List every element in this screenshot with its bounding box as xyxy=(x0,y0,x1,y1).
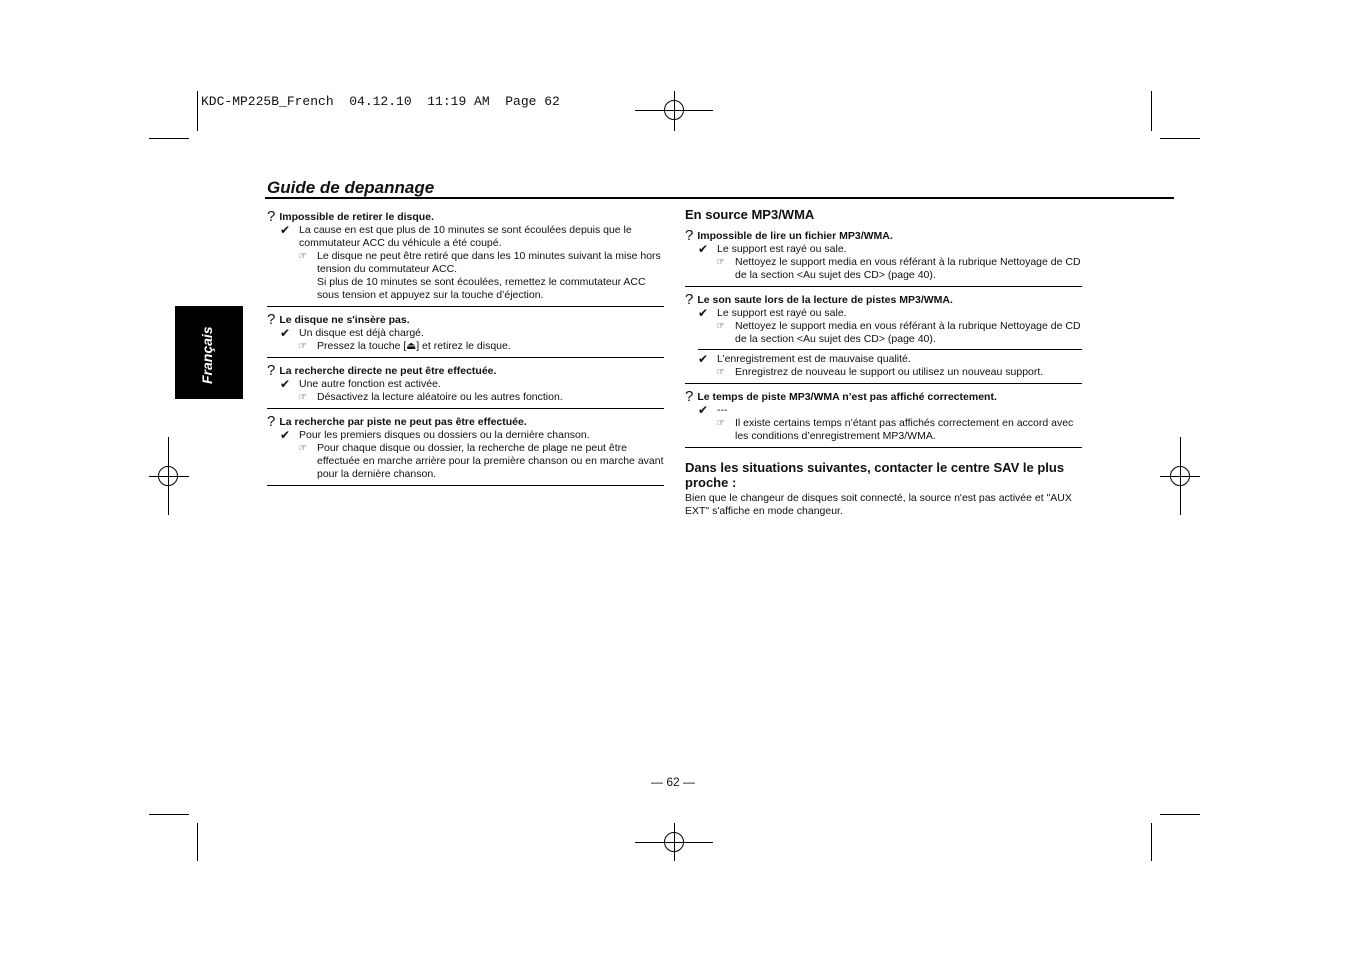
check-icon: ✔ xyxy=(698,306,709,320)
note-icon: ☞ xyxy=(716,321,725,332)
cause-text: Un disque est déjà chargé. xyxy=(299,327,424,339)
file-header: KDC-MP225B_French 04.12.10 11:19 AM Page 62 xyxy=(201,94,560,109)
left-column xyxy=(267,209,664,491)
check-icon: ✔ xyxy=(698,403,709,417)
note-icon: ☞ xyxy=(716,257,725,268)
sav-text: Bien que le changeur de disques soit connecté, la source n'est pas activée et "AUX EXT" s'affiche en mode changeur. xyxy=(685,492,1072,517)
check-icon: ✔ xyxy=(698,352,709,366)
divider xyxy=(267,306,664,307)
trouble-item xyxy=(685,228,1082,282)
crop-mark xyxy=(1151,91,1152,131)
check-icon: ✔ xyxy=(280,377,291,391)
cause-text: --- xyxy=(717,404,728,416)
trouble-item xyxy=(267,414,664,481)
question-text: Le disque ne s'insère pas. xyxy=(279,314,410,326)
note-icon: ☞ xyxy=(298,251,307,262)
crop-mark xyxy=(1160,814,1200,815)
note-icon: ☞ xyxy=(716,367,725,378)
trouble-item xyxy=(685,292,1082,379)
trouble-item xyxy=(267,312,664,353)
divider xyxy=(267,408,664,409)
trouble-item xyxy=(685,389,1082,443)
note-icon: ☞ xyxy=(298,392,307,403)
language-tab xyxy=(175,306,243,399)
question-icon: ? xyxy=(267,311,276,328)
crop-mark xyxy=(1160,138,1200,139)
crop-mark xyxy=(149,814,189,815)
question-icon: ? xyxy=(267,413,276,430)
solution-text: Nettoyez le support media en vous référant à la rubrique Nettoyage de CD de la section <Au sujet des CD> (page 40). xyxy=(735,256,1081,281)
question-icon: ? xyxy=(267,208,276,225)
divider xyxy=(685,447,1082,448)
cause-text: La cause en est que plus de 10 minutes se sont écoulées depuis que le commutateur ACC du véhicule a été coupé. xyxy=(299,224,632,249)
crop-mark xyxy=(197,823,198,861)
language-label: Français xyxy=(199,326,215,384)
page-title: Guide de depannage xyxy=(267,178,435,197)
question-text: La recherche par piste ne peut pas être effectuée. xyxy=(279,416,527,428)
crop-mark xyxy=(149,138,189,139)
cause-text: Pour les premiers disques ou dossiers ou la dernière chanson. xyxy=(299,429,590,441)
divider xyxy=(267,357,664,358)
sub-divider xyxy=(698,349,1082,350)
solution-text: Désactivez la lecture aléatoire ou les autres fonction. xyxy=(317,391,563,403)
crop-mark xyxy=(197,91,198,131)
solution-text: Nettoyez le support media en vous référant à la rubrique Nettoyage de CD de la section <Au sujet des CD> (page 40). xyxy=(735,320,1081,345)
question-text: Impossible de lire un fichier MP3/WMA. xyxy=(697,230,893,242)
cause-text: Le support est rayé ou sale. xyxy=(717,307,847,319)
question-icon: ? xyxy=(685,227,694,244)
check-icon: ✔ xyxy=(280,428,291,442)
divider xyxy=(685,383,1082,384)
question-text: La recherche directe ne peut être effectuée. xyxy=(279,365,497,377)
divider xyxy=(267,485,664,486)
solution-text: Le disque ne peut être retiré que dans les 10 minutes suivant la mise hors tension du commutateur ACC. xyxy=(317,250,661,275)
cause-text: Le support est rayé ou sale. xyxy=(717,243,847,255)
crop-mark xyxy=(1151,823,1152,861)
check-icon: ✔ xyxy=(280,223,291,237)
title-rule xyxy=(265,197,1174,199)
question-icon: ? xyxy=(685,388,694,405)
solution-text: Si plus de 10 minutes se sont écoulées, remettez le commutateur ACC sous tension et appuyez sur la touche d’éjection. xyxy=(317,276,646,301)
solution-text: Pressez la touche [⏏] et retirez le disque. xyxy=(317,340,511,352)
right-column xyxy=(685,207,1082,518)
section-heading: En source MP3/WMA xyxy=(685,207,815,222)
note-icon: ☞ xyxy=(716,418,725,429)
question-text: Le son saute lors de la lecture de pistes MP3/WMA. xyxy=(697,294,953,306)
note-icon: ☞ xyxy=(298,341,307,352)
page-number: — 62 — xyxy=(651,775,696,789)
question-icon: ? xyxy=(685,291,694,308)
note-icon: ☞ xyxy=(298,443,307,454)
solution-text: Enregistrez de nouveau le support ou utilisez un nouveau support. xyxy=(735,366,1044,378)
trouble-item xyxy=(267,209,664,302)
question-text: Le temps de piste MP3/WMA n’est pas affiché correctement. xyxy=(697,391,997,403)
solution-text: Il existe certains temps n’étant pas affichés correctement en accord avec les conditions d’enregistrement MP3/WMA. xyxy=(735,417,1074,442)
question-text: Impossible de retirer le disque. xyxy=(279,211,434,223)
trouble-item xyxy=(267,363,664,404)
question-icon: ? xyxy=(267,362,276,379)
divider xyxy=(685,286,1082,287)
solution-text: Pour chaque disque ou dossier, la recherche de plage ne peut être effectuée en marche arrière pour la première chanson ou en marche avant pour la dernière chanson. xyxy=(317,442,664,480)
cause-text: L’enregistrement est de mauvaise qualité. xyxy=(717,353,911,365)
sav-heading: Dans les situations suivantes, contacter le centre SAV le plus proche : xyxy=(685,460,1065,490)
cause-text: Une autre fonction est activée. xyxy=(299,378,441,390)
check-icon: ✔ xyxy=(698,242,709,256)
check-icon: ✔ xyxy=(280,326,291,340)
